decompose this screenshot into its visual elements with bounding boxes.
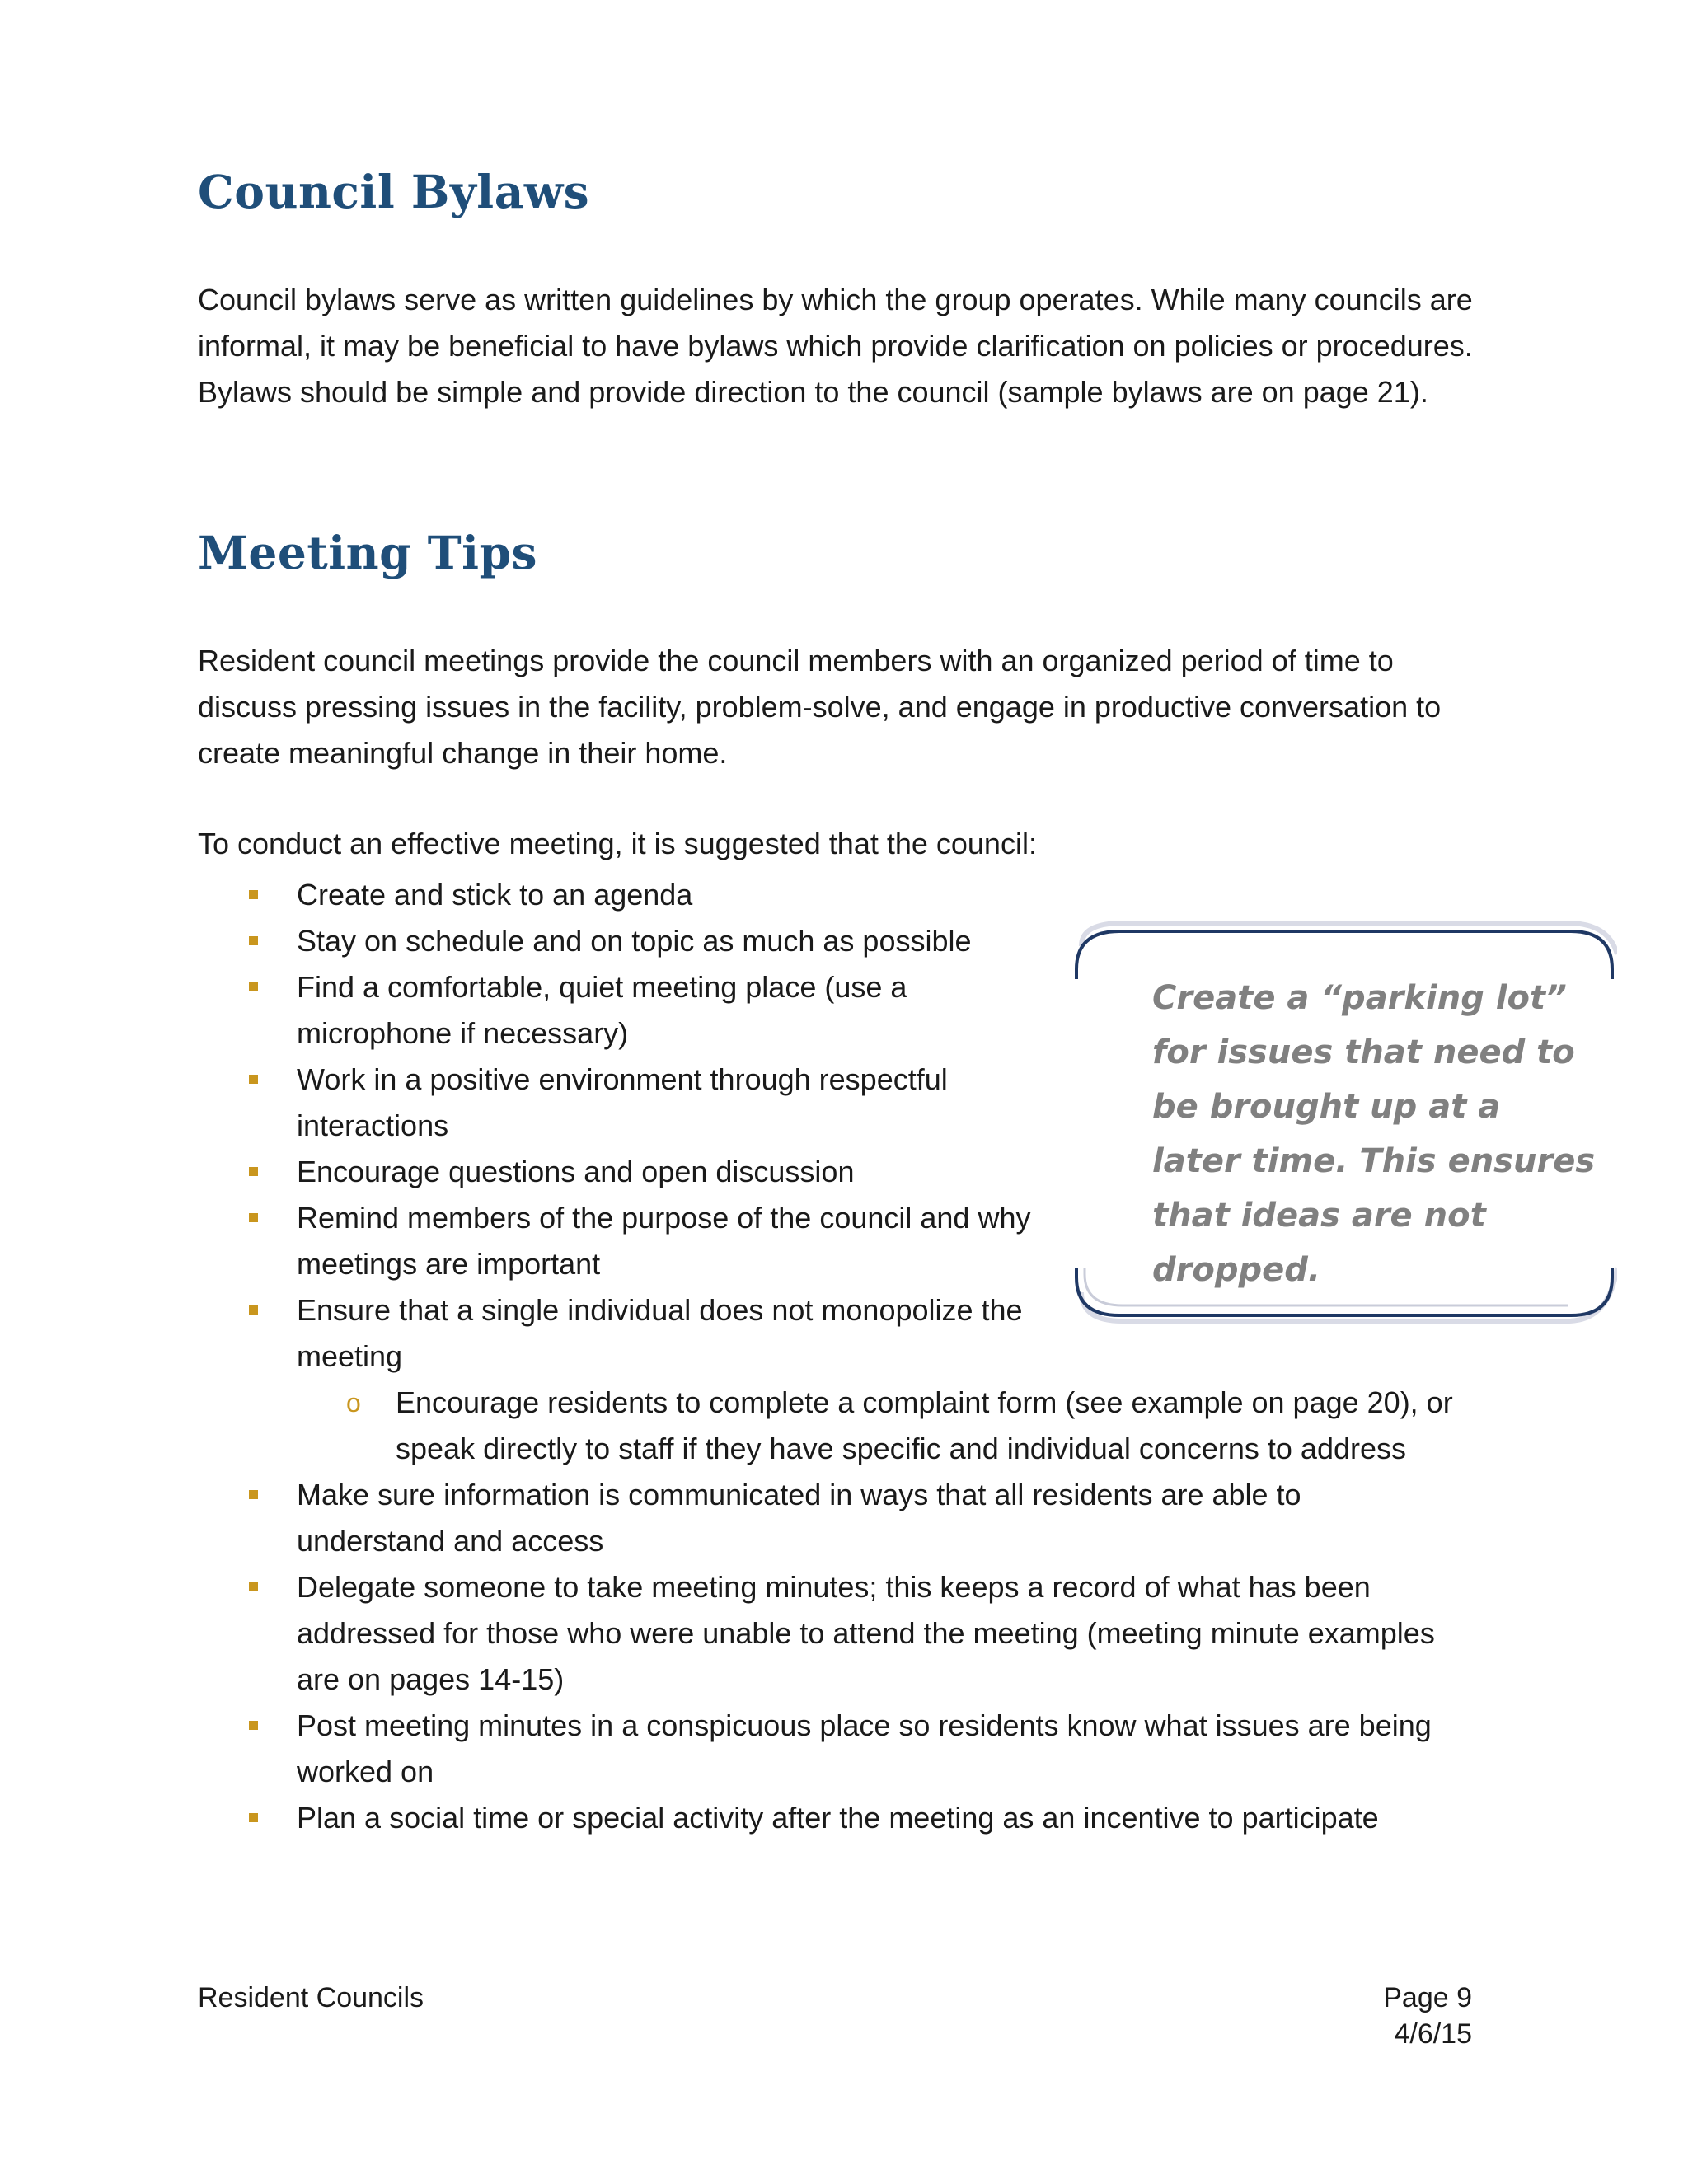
square-bullet-icon — [249, 936, 258, 945]
list-item: Create and stick to an agenda — [198, 872, 1484, 918]
meeting-tips-lead-in: To conduct an effective meeting, it is suggested that the council: — [198, 827, 1037, 860]
square-bullet-icon — [249, 1721, 258, 1730]
page-number: Page 9 — [1383, 1982, 1472, 2013]
list-item: Plan a social time or special activity after the meeting as an incentive to participate — [198, 1795, 1484, 1841]
meeting-tips-heading: Meeting Tips — [198, 526, 538, 579]
square-bullet-icon — [249, 1075, 258, 1084]
square-bullet-icon — [249, 982, 258, 991]
footer-title: Resident Councils — [198, 1982, 424, 2013]
list-item: Ensure that a single individual does not monopolize the meeting — [198, 1287, 1484, 1380]
list-item: Remind members of the purpose of the council and why meetings are important — [198, 1195, 1484, 1287]
square-bullet-icon — [249, 1305, 258, 1315]
list-item: Post meeting minutes in a conspicuous place so residents know what issues are being worked on — [198, 1703, 1484, 1795]
hollow-circle-bullet-icon: o — [346, 1388, 361, 1418]
bylaws-heading: Council Bylaws — [198, 165, 590, 218]
callout-text: Create a “parking lot” for issues that need to be brought up at a later time. This ensures that ideas are not dropped. — [1152, 979, 1596, 1289]
footer-date: 4/6/15 — [1394, 2018, 1472, 2050]
list-item: Work in a positive environment through respectful interactions — [198, 1057, 1484, 1149]
square-bullet-icon — [249, 1582, 258, 1591]
list-item: Encourage questions and open discussion — [198, 1149, 1484, 1195]
list-item: Stay on schedule and on topic as much as possible — [198, 918, 1484, 964]
square-bullet-icon — [249, 1167, 258, 1176]
meeting-tips-intro: Resident council meetings provide the council members with an organized period of time to discuss pressing issues in the facility, problem-solve, and engage in productive conversation to create meaningful change in their home. — [198, 644, 1442, 770]
list-item: Delegate someone to take meeting minutes; this keeps a record of what has been addressed for those who were unable to attend the meeting (meeting minute examples are on pages 14-15) — [198, 1564, 1484, 1703]
square-bullet-icon — [249, 1490, 258, 1499]
bylaws-paragraph: Council bylaws serve as written guidelines by which the group operates. While many councils are informal, it may be beneficial to have bylaws which provide clarification on policies or procedures. Bylaws should be simple and provide direction to the council (sample bylaws are on page 21). — [198, 283, 1473, 409]
parking-lot-callout — [1073, 921, 1617, 1325]
list-item: Find a comfortable, quiet meeting place (use a microphone if necessary) — [198, 964, 1484, 1057]
square-bullet-icon — [249, 890, 258, 899]
sub-list-item: o Encourage residents to complete a complaint form (see example on page 20), or speak directly to staff if they have specific and individual concerns to address — [198, 1380, 1484, 1472]
square-bullet-icon — [249, 1813, 258, 1822]
square-bullet-icon — [249, 1213, 258, 1222]
footer-page-info — [1383, 1980, 1472, 2052]
list-item: Make sure information is communicated in ways that all residents are able to understand and access — [198, 1472, 1484, 1564]
